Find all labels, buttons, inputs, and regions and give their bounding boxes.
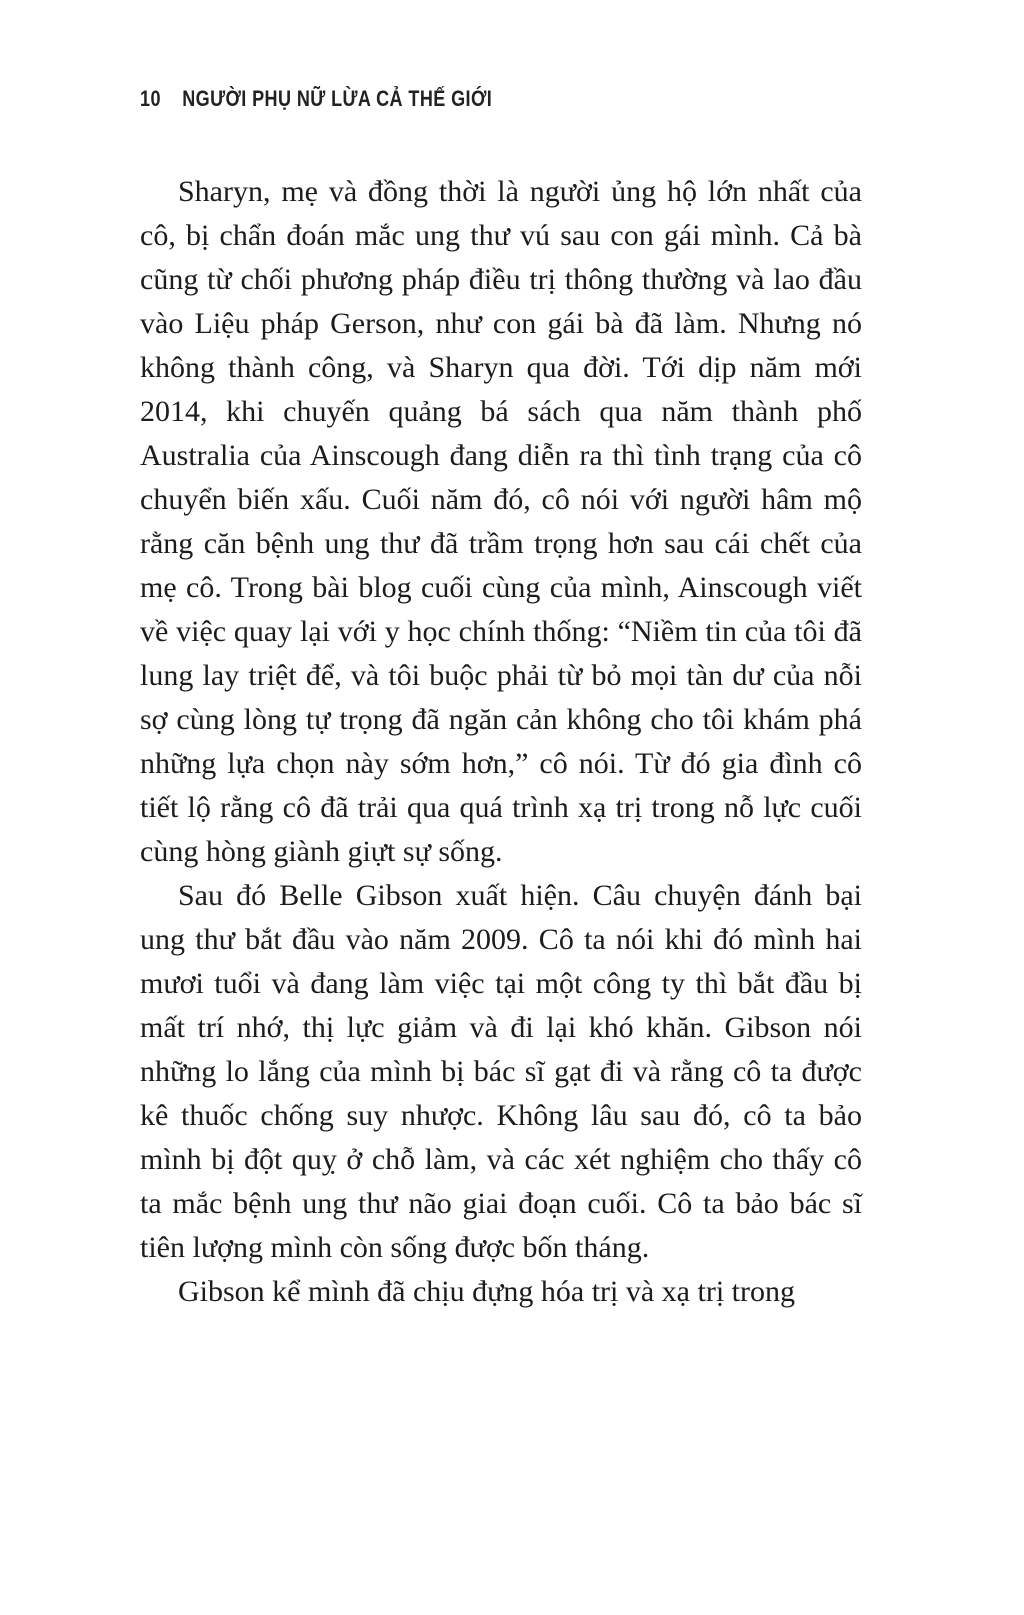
paragraph: Gibson kể mình đã chịu đựng hóa trị và xạ trị trong	[178, 1275, 795, 1308]
paragraph: Sharyn, mẹ và đồng thời là người ủng hộ lớn nhất của cô, bị chẩn đoán mắc ung thư vú sau con gái mình. Cả bà cũng từ chối phương pháp điều trị thông thường và lao đầu vào Liệu pháp Gerson, như con gái bà đã làm. Nhưng nó không thành công, và Sharyn qua đời. Tới dịp năm mới 2014, khi chuyến quảng bá sách qua năm thành phố Australia của Ainscough đang diễn ra thì tình trạng của cô chuyển biến xấu. Cuối năm đó, cô nói với người hâm mộ rằng căn bệnh ung thư đã trầm trọng hơn sau cái chết của mẹ cô. Trong bài blog cuối cùng của mình, Ainscough viết về việc quay lại với y học chính thống: “Niềm tin của tôi đã lung lay triệt để, và tôi buộc phải từ bỏ mọi tàn dư của nỗi sợ cùng lòng tự trọng đã ngăn cản không cho tôi khám phá những lựa chọn này sớm hơn,” cô nói. Từ đó gia đình cô tiết lộ rằng cô đã trải qua quá trình xạ trị trong nỗ lực cuối cùng hòng giành giựt sự sống.	[140, 175, 862, 868]
page-content	[140, 170, 862, 1314]
paragraph: Sau đó Belle Gibson xuất hiện. Câu chuyện đánh bại ung thư bắt đầu vào năm 2009. Cô ta nói khi đó mình hai mươi tuổi và đang làm việc tại một công ty thì bắt đầu bị mất trí nhớ, thị lực giảm và đi lại khó khăn. Gibson nói những lo lắng của mình bị bác sĩ gạt đi và rằng cô ta được kê thuốc chống suy nhược. Không lâu sau đó, cô ta bảo mình bị đột quỵ ở chỗ làm, và các xét nghiệm cho thấy cô ta mắc bệnh ung thư não giai đoạn cuối. Cô ta bảo bác sĩ tiên lượng mình còn sống được bốn tháng.	[140, 879, 862, 1264]
page-number: 10	[140, 86, 161, 111]
running-head-title: NGƯỜI PHỤ NỮ LỪA CẢ THẾ GIỚI	[182, 86, 493, 111]
page-header	[140, 86, 492, 112]
